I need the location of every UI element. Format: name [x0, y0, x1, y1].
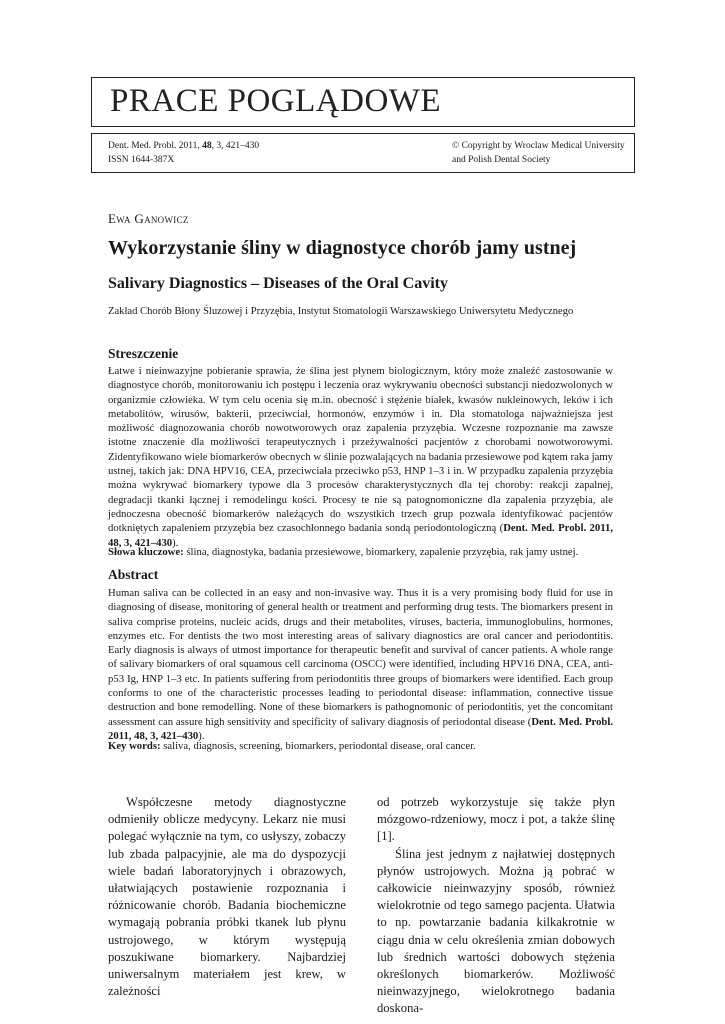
- journal-pages: , 3, 421–430: [211, 141, 260, 151]
- keywords-en: saliva, diagnosis, screening, biomarkers, periodontal disease, oral cancer.: [160, 740, 476, 752]
- journal-meta-box: [91, 133, 635, 173]
- author-name: Ewa Ganowicz: [108, 211, 189, 226]
- streszczenie-body: [108, 364, 613, 550]
- keywords-label-en: Key words:: [108, 740, 161, 752]
- abstract-body: [108, 586, 613, 743]
- section-title: PRACE POGLĄDOWE: [110, 83, 442, 119]
- abstract-citation: Dent. Med. Probl. 2011, 48, 3, 421–430: [108, 715, 614, 742]
- journal-citation: [108, 139, 259, 167]
- body-paragraph: od potrzeb wykorzystuje się także płyn mózgowo-rdzeniowy, mocz i pot, a także ślinę [1].: [377, 795, 615, 844]
- abstract-end: ).: [198, 729, 205, 742]
- streszczenie-citation: Dent. Med. Probl. 2011, 48, 3, 421–430: [108, 522, 613, 549]
- article-title-english: Salivary Diagnostics – Diseases of the Oral Cavity: [108, 275, 448, 292]
- body-column-right: [377, 794, 615, 1018]
- keywords-pl: ślina, diagnostyka, badania przesiewowe, biomarkery, zapalenie przyzębia, rak jamy ustnej.: [183, 546, 579, 558]
- streszczenie-keywords: [108, 545, 613, 559]
- body-column-left: [108, 794, 346, 1000]
- copyright-line-2: and Polish Dental Society: [452, 155, 551, 165]
- affiliation: Zakład Chorób Błony Śluzowej i Przyzębia, Instytut Stomatologii Warszawskiego Uniwersytetu Medycznego: [108, 306, 574, 317]
- body-paragraph: Ślina jest jednym z najłatwiej dostępnych płynów ustrojowych. Można ją pobrać w całkowicie nieinwazyjny sposób, również wielokrotnie od tego samego pacjenta. Ułatwia to np. powtarzanie badania kilkakrotnie w ciągu dnia w celu określenia zmian dobowych lub średnich wartości dobowych stężenia określonych biomarkerów. Możliwość nieinwazyjnego, wielokrotnego badania doskona-: [377, 846, 615, 1016]
- copyright-line-1: © Copyright by Wroclaw Medical University: [452, 141, 625, 151]
- streszczenie-text: Łatwe i nieinwazyjne pobieranie sprawia, że ślina jest płynem biologicznym, który może znaleźć zastosowanie w diagnostyce chorób, monitorowaniu ich postępu i leczenia oraz wykrywaniu obecności substancji niedozwolonych w organizmie człowieka. W tym celu ocenia się m.in. obecność i stężenie białek, kwasów nukleinowych, leków i ich metabolitów, wirusów, bakterii, przeciwciał, hormonów, enzymów i in. Dla stomatologa najważniejsza jest możliwość diagnozowania chorób nowotworowych oraz zapalenia przyzębia. Wczesne rozpoznanie ma zawsze istotne znaczenie dla możliwości terapeutycznych i przeżywalności pacjentów z chorobami nowotworowymi. Zidentyfikowano wiele biomarkerów obecnych w ślinie pozwalających na badania przesiewowe pod kątem raka jamy ustnej, takich jak: DNA HPV16, CEA, przeciwciała przeciwko p53, HNP 1–3 i in. W przypadku zapalenia przyzębia można wykrywać biomarkery typowe dla 3 procesów charakterystycznych dla tej choroby: reakcji zapalnej, degradacji tkanki łącznej i remodelingu kości. Procesy te nie są patognomoniczne dla zapalenia przyzębia, ale jednoczesna obecność biomarkerów należących do wszystkich trzech grup pozwala identyfikować pacjentów dotkniętych zapaleniem przyzębia bez czasochłonnego badania sondą periodontologiczną (: [108, 365, 613, 535]
- abstract-text: Human saliva can be collected in an easy and non-invasive way. Thus it is a very promising body fluid for use in diagnosing of disease, monitoring of general health or treatment and performing drug tests. The biomarkers present in saliva comprise proteins, nucleic acids, drugs and their metabolites, viruses, bacteria, immunoglobulins, hormones, enzymes etc. For dentists the two most interesting areas of salivary diagnostics are oral cancer and periodontitis. Early diagnosis is always of utmost importance for therapeutic benefit and survival of cancer patients. A whole range of salivary biomarkers of oral squamous cell carcinoma (OSCC) were identified, including HPV16 DNA, CEA, anti-p53 Ig, HNP 1–3 etc. In patients suffering from periodontitis three groups of biomarkers were identified. Each group conforms to one of the characteristic processes leading to periodontal disease: inflammation, connective tissue destruction and bone remodelling. None of these biomarkers is pathognomonic of periodontitis, yet the concomitant assessment can assure high sensitivity and specificity of salivary diagnosis of periodontal disease (: [108, 587, 613, 728]
- body-paragraph: Współczesne metody diagnostyczne odmieniły oblicze medycyny. Lekarz nie musi polegać wyłącznie na tym, co usłyszy, zobaczy lub zbada palpacyjnie, ale ma do dyspozycji wiele badań laboratoryjnych i obrazowych, ułatwiających postawienie rozpoznania i różnicowanie chorób. Badania biochemiczne wymagają pobrania próbki tkanek lub płynu ustrojowego, w którym występują poszukiwane biomarkery. Najbardziej uniwersalnym materiałem jest krew, w zależności: [108, 795, 346, 999]
- journal-volume: 48: [202, 141, 212, 151]
- journal-line: Dent. Med. Probl. 2011,: [108, 141, 203, 151]
- section-header-box: [91, 77, 635, 127]
- copyright: [452, 139, 625, 167]
- issn: ISSN 1644-387X: [108, 155, 175, 165]
- streszczenie-heading: Streszczenie: [108, 346, 179, 361]
- abstract-keywords: [108, 739, 613, 753]
- abstract-heading: Abstract: [108, 567, 159, 582]
- article-title-polish: Wykorzystanie śliny w diagnostyce chorób jamy ustnej: [108, 237, 577, 259]
- streszczenie-end: ).: [172, 536, 179, 549]
- keywords-label-pl: Słowa kluczowe:: [108, 546, 184, 558]
